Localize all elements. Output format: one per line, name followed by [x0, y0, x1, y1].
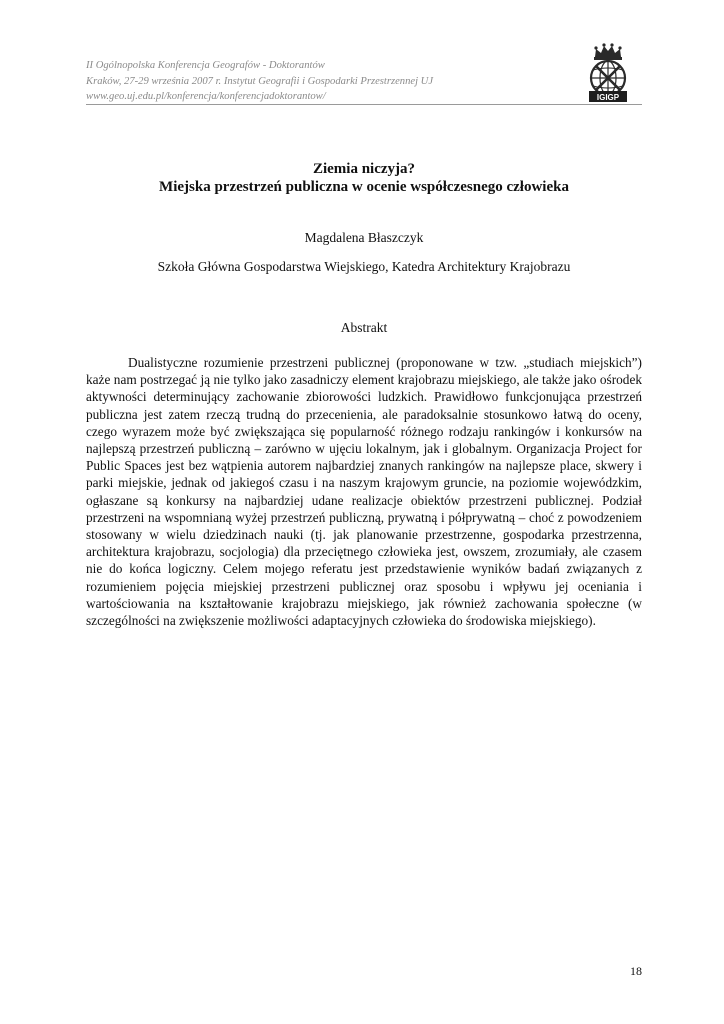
crown-icon: [594, 43, 622, 60]
page-number: 18: [630, 964, 642, 978]
logo-text: IGIGP: [596, 93, 620, 102]
paper-title: [86, 160, 642, 196]
author-affiliation: Szkoła Główna Gospodarstwa Wiejskiego, Katedra Architektury Krajobrazu: [157, 259, 571, 274]
abstract-paragraph: Dualistyczne rozumienie przestrzeni publicznej (proponowane w tzw. „studiach miejskich”) każe nam postrzegać ją nie tylko jako zasadniczy element krajobrazu miejskiego, ale także jako ośrodek aktywności determinujący zachowanie zbiorowości ludzkich. Prawidłowo funkcjonująca przestrzeń publiczna jest zatem rzeczą trudną do przecenienia, ale paradoksalnie stosunkowo łatwą do oceny, czego wyrazem może być zwiększająca się popularność różnego rodzaju rankingów i konkursów na najlepszą przestrzeń publiczną – zarówno w ujęciu lokalnym, jak i globalnym. Organizacja Project for Public Spaces jest bez wątpienia autorem najbardziej znanych rankingów na najlepsze place, skwery i parki miejskie, jednak od jakiegoś czasu i na naszym krajowym gruncie, na poziomie wojewódzkim, ogłaszane są konkursy na najbardziej udane realizacje obiektów przestrzeni publicznej. Podział przestrzeni na wspomnianą wyżej przestrzeń publiczną, prywatną i półprywatną – choć z powodzeniem stosowany w wielu dziedzinach nauki (tj. jak planowanie przestrzenne, gospodarka przestrzenna, architektura krajobrazu, socjologia) dla przeciętnego człowieka jest, owszem, zrozumiały, ale czasem nie do końca logiczny. Celem mojego referatu jest przedstawienie wyników badań związanych z rozumieniem pojęcia miejskiej przestrzeni publicznej oraz sposobu i wpływu jej oceniania i wartościowania na kształtowanie krajobrazu miejskiego, jak również zachowania społeczne (w szczególności na zwiększenie możliwości adaptacyjnych człowieka do środowiska miejskiego).: [86, 355, 642, 629]
title-line-2: Miejska przestrzeń publiczna w ocenie współczesnego człowieka: [159, 179, 569, 195]
institute-logo: [584, 42, 632, 104]
header-conference-name: II Ogólnopolska Konferencja Geografów - Doktorantów: [86, 60, 325, 71]
author-name: Magdalena Błaszczyk: [304, 230, 424, 245]
header-conference-url: www.geo.uj.edu.pl/konferencja/konferencjadoktorantow/: [86, 91, 326, 102]
header-divider: [86, 104, 642, 105]
abstract-heading: Abstrakt: [340, 320, 388, 335]
header-conference-venue: Kraków, 27-29 września 2007 r. Instytut Geografii i Gospodarki Przestrzennej UJ: [86, 75, 434, 87]
title-line-1: Ziemia niczyja?: [312, 161, 416, 177]
running-header: [86, 58, 636, 105]
